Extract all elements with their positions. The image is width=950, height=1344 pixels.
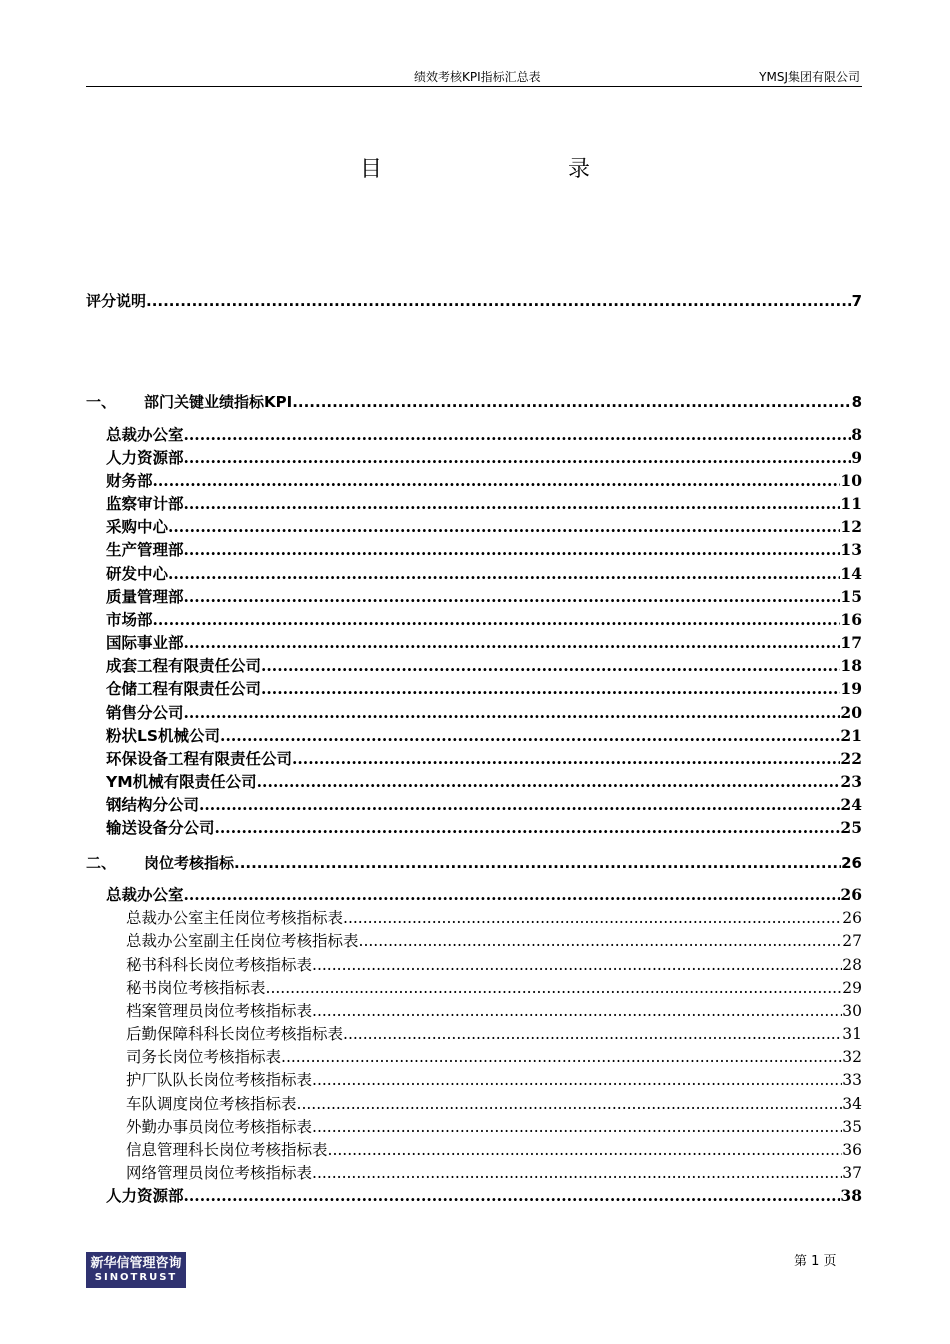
toc-leader-dots	[184, 1186, 841, 1205]
toc-page-number: 9	[851, 448, 862, 467]
toc-leader-dots	[312, 1118, 842, 1136]
toc-entry-label: 输送设备分公司	[106, 819, 215, 837]
toc-entry-department[interactable]	[106, 1184, 862, 1206]
toc-page-number: 37	[842, 1164, 862, 1182]
toc-page-number: 12	[840, 517, 862, 536]
toc-section-title: 部门关键业绩指标KPI	[144, 393, 293, 411]
toc-leader-dots	[153, 471, 841, 490]
toc-leader-dots	[153, 610, 841, 629]
toc-entry-department[interactable]	[106, 631, 862, 653]
toc-entry-label: YM机械有限责任公司	[106, 773, 257, 791]
toc-leader-dots	[184, 540, 841, 559]
toc-entry-label: 秘书科科长岗位考核指标表	[126, 956, 313, 974]
toc-leader-dots	[281, 1048, 842, 1066]
toc-leader-dots	[215, 818, 841, 837]
toc-leader-dots	[297, 1095, 843, 1113]
toc-entry-label: 市场部	[106, 611, 153, 629]
toc-page-number: 36	[842, 1141, 862, 1159]
toc-leader-dots	[292, 749, 840, 768]
toc-entry-label: 外勤办事员岗位考核指标表	[126, 1118, 313, 1136]
toc-leader-dots	[343, 909, 842, 927]
header-title: 绩效考核KPI指标汇总表	[414, 70, 541, 84]
toc-leader-dots	[220, 726, 840, 745]
toc-entry-department[interactable]	[106, 747, 862, 769]
toc-section-number: 二、	[86, 854, 117, 872]
toc-leader-dots	[184, 703, 841, 722]
toc-page-number: 26	[841, 854, 862, 872]
toc-entry-label: 研发中心	[106, 565, 169, 583]
page-header	[86, 64, 862, 87]
toc-entry-position[interactable]	[126, 929, 862, 951]
toc-entry-label: 人力资源部	[106, 1187, 184, 1205]
toc-entry-position[interactable]	[126, 999, 862, 1021]
toc-entry-label: 评分说明	[86, 292, 147, 310]
toc-entry-position[interactable]	[126, 906, 862, 928]
toc-page-number: 28	[842, 956, 862, 974]
toc-entry-position[interactable]	[126, 953, 862, 975]
toc-page-number: 35	[842, 1118, 862, 1136]
toc-leader-dots	[312, 1071, 842, 1089]
toc-section-2[interactable]	[86, 852, 862, 873]
toc-entry-department[interactable]	[106, 446, 862, 468]
toc-leader-dots	[146, 292, 852, 310]
toc-entry-department[interactable]	[106, 423, 862, 445]
toc-page-number: 19	[840, 679, 862, 698]
toc-leader-dots	[184, 494, 841, 513]
toc-entry-label	[86, 391, 292, 412]
toc-entry-label: 粉状LS机械公司	[106, 727, 221, 745]
toc-page-number: 32	[842, 1048, 862, 1066]
toc-entry-label: 国际事业部	[106, 634, 184, 652]
toc-leader-dots	[359, 932, 843, 950]
toc-leader-dots	[261, 679, 840, 698]
toc-entry-label: 档案管理员岗位考核指标表	[126, 1002, 313, 1020]
toc-leader-dots	[328, 1141, 843, 1159]
toc-page-number: 30	[842, 1002, 862, 1020]
toc-entry-department[interactable]	[106, 883, 862, 905]
toc-entry-department[interactable]	[106, 562, 862, 584]
toc-page-number: 38	[840, 1186, 862, 1205]
toc-entry-department[interactable]	[106, 677, 862, 699]
toc-leader-dots	[257, 772, 841, 791]
toc-section-title: 岗位考核指标	[144, 854, 235, 872]
toc-entry-position[interactable]	[126, 1115, 862, 1137]
toc-entry-label	[86, 852, 234, 873]
toc-page-number: 31	[842, 1025, 862, 1043]
page-title	[360, 152, 590, 183]
toc-entry-department[interactable]	[106, 654, 862, 676]
toc-page-number: 8	[851, 425, 862, 444]
toc-leader-dots	[261, 656, 840, 675]
toc-page-number: 13	[840, 540, 862, 559]
header-company: YMSJ集团有限公司	[759, 70, 860, 84]
toc-page-number: 11	[840, 494, 862, 513]
toc-entry-label: 护厂队队长岗位考核指标表	[126, 1071, 313, 1089]
toc-leader-dots	[312, 1002, 842, 1020]
toc-page-number: 34	[842, 1095, 862, 1113]
toc-leader-dots	[199, 795, 840, 814]
toc-page-number: 21	[840, 726, 862, 745]
toc-entry-label: 钢结构分公司	[106, 796, 200, 814]
toc-leader-dots	[343, 1025, 842, 1043]
toc-entry-department[interactable]	[106, 701, 862, 723]
toc-page-number: 14	[840, 564, 862, 583]
toc-page-number: 29	[842, 979, 862, 997]
toc-entry-label: 网络管理员岗位考核指标表	[126, 1164, 313, 1182]
toc-entry-label: 人力资源部	[106, 449, 184, 467]
toc-entry-label: 信息管理科长岗位考核指标表	[126, 1141, 328, 1159]
toc-entry-department[interactable]	[106, 816, 862, 838]
toc-leader-dots	[184, 885, 841, 904]
toc-section-number: 一、	[86, 393, 117, 411]
toc-entry-department[interactable]	[106, 469, 862, 491]
toc-entry-department[interactable]	[106, 515, 862, 537]
toc-leader-dots	[184, 425, 852, 444]
toc-page-number: 33	[842, 1071, 862, 1089]
sinotrust-logo	[86, 1252, 186, 1288]
toc-page-number: 7	[851, 292, 862, 310]
toc-entry-scoring[interactable]	[86, 290, 862, 311]
page-title-char-1: 目	[360, 157, 383, 182]
toc-page-number: 25	[840, 818, 862, 837]
toc-leader-dots	[312, 956, 842, 974]
toc-page-number: 18	[840, 656, 862, 675]
toc-leader-dots	[292, 393, 851, 411]
toc-entry-department[interactable]	[106, 492, 862, 514]
toc-entry-department[interactable]	[106, 793, 862, 815]
toc-leader-dots	[312, 1164, 842, 1182]
toc-page-number: 8	[851, 393, 862, 411]
toc-entry-label: 总裁办公室	[106, 426, 184, 444]
toc-page-number: 27	[842, 932, 862, 950]
toc-entry-department[interactable]	[106, 770, 862, 792]
toc-entry-position[interactable]	[126, 1138, 862, 1160]
toc-entry-label: 后勤保障科科长岗位考核指标表	[126, 1025, 344, 1043]
toc-entry-label: 采购中心	[106, 518, 169, 536]
toc-page-number: 10	[840, 471, 862, 490]
toc-section-1[interactable]	[86, 391, 862, 412]
toc-page-number: 15	[840, 587, 862, 606]
toc-entry-position[interactable]	[126, 1161, 862, 1183]
toc-entry-position[interactable]	[126, 976, 862, 998]
toc-entry-position[interactable]	[126, 1068, 862, 1090]
toc-entry-label: 仓储工程有限责任公司	[106, 680, 262, 698]
toc-page-number: 22	[840, 749, 862, 768]
toc-leader-dots	[168, 564, 840, 583]
toc-entry-label: 成套工程有限责任公司	[106, 657, 262, 675]
toc-leader-dots	[234, 854, 841, 872]
page-number: 第 1 页	[794, 1254, 837, 1269]
toc-page-number: 26	[840, 885, 862, 904]
toc-page-number: 24	[840, 795, 862, 814]
toc-entry-label: 质量管理部	[106, 588, 184, 606]
toc-entry-label: 监察审计部	[106, 495, 184, 513]
logo-english-text: SINOTRUST	[94, 1272, 178, 1283]
toc-entry-label: 司务长岗位考核指标表	[126, 1048, 282, 1066]
toc-leader-dots	[184, 448, 852, 467]
toc-entry-department[interactable]	[106, 724, 862, 746]
toc-entry-position[interactable]	[126, 1022, 862, 1044]
toc-entry-department[interactable]	[106, 538, 862, 560]
toc-page-number: 26	[842, 909, 862, 927]
logo-chinese-text: 新华信管理咨询	[90, 1256, 182, 1271]
toc-entry-label: 生产管理部	[106, 541, 184, 559]
toc-entry-position[interactable]	[126, 1045, 862, 1067]
toc-page-number: 16	[840, 610, 862, 629]
toc-leader-dots	[168, 517, 840, 536]
toc-leader-dots	[266, 979, 843, 997]
toc-entry-department[interactable]	[106, 608, 862, 630]
toc-entry-label: 财务部	[106, 472, 153, 490]
toc-leader-dots	[184, 587, 841, 606]
toc-entry-department[interactable]	[106, 585, 862, 607]
toc-page-number: 23	[840, 772, 862, 791]
toc-entry-label: 销售分公司	[106, 704, 184, 722]
toc-entry-position[interactable]	[126, 1092, 862, 1114]
toc-entry-label: 总裁办公室主任岗位考核指标表	[126, 909, 344, 927]
toc-entry-label: 秘书岗位考核指标表	[126, 979, 266, 997]
toc-entry-label: 车队调度岗位考核指标表	[126, 1095, 297, 1113]
toc-entry-label: 总裁办公室	[106, 886, 184, 904]
toc-page-number: 20	[840, 703, 862, 722]
page-title-char-2: 录	[567, 157, 590, 182]
toc-entry-label: 环保设备工程有限责任公司	[106, 750, 293, 768]
toc-page-number: 17	[840, 633, 862, 652]
toc-leader-dots	[184, 633, 841, 652]
toc-entry-label: 总裁办公室副主任岗位考核指标表	[126, 932, 359, 950]
